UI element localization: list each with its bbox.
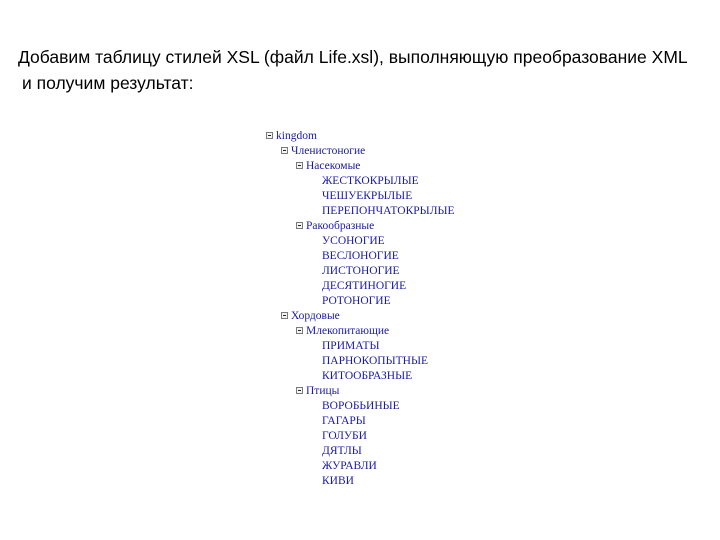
tree-node-label: ВОРОБЬИНЫЕ [322, 400, 400, 412]
tree-node-label: КИВИ [322, 475, 354, 487]
tree-node-label: Насекомые [306, 160, 361, 172]
tree-leaf [266, 474, 455, 489]
tree-node-label: РОТОНОГИЕ [322, 295, 391, 307]
tree-leaf [266, 459, 455, 474]
tree-leaf [266, 249, 455, 264]
tree-leaf [266, 399, 455, 414]
tree-node-label: ГОЛУБИ [322, 430, 367, 442]
collapse-toggle-icon[interactable] [296, 162, 303, 169]
tree-node-label: ПЕРЕПОНЧАТОКРЫЛЫЕ [322, 205, 455, 217]
tree-leaf [266, 369, 455, 384]
tree-node[interactable] [266, 144, 455, 159]
collapse-toggle-icon[interactable] [296, 222, 303, 229]
tree-node-label: ВЕСЛОНОГИЕ [322, 250, 399, 262]
collapse-toggle-icon[interactable] [281, 312, 288, 319]
tree-node-label: Млекопитающие [306, 325, 390, 337]
tree-node-label: ПРИМАТЫ [322, 340, 380, 352]
collapse-toggle-icon[interactable] [266, 132, 273, 139]
xml-tree-view [266, 129, 455, 489]
tree-leaf [266, 339, 455, 354]
tree-node-label: КИТООБРАЗНЫЕ [322, 370, 413, 382]
slide-caption [18, 44, 718, 96]
tree-node-label: УСОНОГИЕ [322, 235, 385, 247]
tree-leaf [266, 189, 455, 204]
tree-node-label: Птицы [306, 385, 340, 397]
tree-node[interactable] [266, 159, 455, 174]
tree-node-label: ПАРНОКОПЫТНЫЕ [322, 355, 429, 367]
tree-leaf [266, 444, 455, 459]
tree-node-label: Членистоногие [291, 145, 366, 157]
tree-leaf [266, 354, 455, 369]
tree-node[interactable] [266, 384, 455, 399]
tree-node[interactable] [266, 309, 455, 324]
tree-node-label: ДЯТЛЫ [322, 445, 362, 457]
tree-leaf [266, 414, 455, 429]
tree-node[interactable] [266, 219, 455, 234]
tree-node-label: Ракообразные [306, 220, 375, 232]
tree-node-label: ЧЕШУЕКРЫЛЫЕ [322, 190, 413, 202]
tree-node[interactable] [266, 324, 455, 339]
tree-leaf [266, 174, 455, 189]
tree-leaf [266, 279, 455, 294]
tree-node-label: ГАГАРЫ [322, 415, 366, 427]
tree-leaf [266, 294, 455, 309]
tree-leaf [266, 234, 455, 249]
collapse-toggle-icon[interactable] [296, 327, 303, 334]
tree-node-label: ЛИСТОНОГИЕ [322, 265, 400, 277]
tree-leaf [266, 429, 455, 444]
caption-line-1: Добавим таблицу стилей XSL (файл Life.xsl), выполняющую преобразование XML [18, 47, 688, 67]
tree-node-label: kingdom [276, 130, 317, 142]
tree-leaf [266, 204, 455, 219]
collapse-toggle-icon[interactable] [281, 147, 288, 154]
collapse-toggle-icon[interactable] [296, 387, 303, 394]
tree-node-label: ЖЕСТКОКРЫЛЫЕ [322, 175, 419, 187]
caption-line-2: и получим результат: [22, 73, 194, 93]
tree-node-label: ДЕСЯТИНОГИЕ [322, 280, 407, 292]
tree-node[interactable] [266, 129, 455, 144]
tree-node-label: Хордовые [291, 310, 340, 322]
tree-node-label: ЖУРАВЛИ [322, 460, 377, 472]
tree-leaf [266, 264, 455, 279]
